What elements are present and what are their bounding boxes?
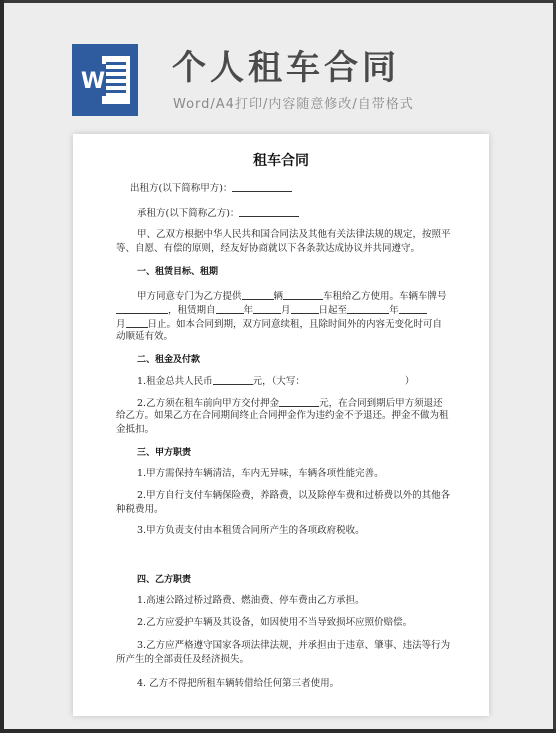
vehicle-count-blank	[242, 289, 274, 300]
word-icon-letter: W	[80, 69, 106, 94]
window-frame-top	[0, 0, 556, 3]
lessee-line	[137, 206, 299, 220]
lessor-blank	[232, 181, 292, 192]
deposit-line-1	[137, 396, 443, 410]
s1-text-b: 辆	[273, 291, 284, 302]
section-1-line-1	[137, 289, 447, 303]
lessor-duty-1: 1.甲方需保持车辆清洁，车内无异味，车辆各项性能完善。	[137, 468, 384, 479]
lessee-duty-4: 4. 乙方不得把所租车辆转借给任何第三者使用。	[137, 678, 340, 689]
window-frame-left	[0, 0, 4, 733]
lessor-duty-2-line-2: 种税费用。	[116, 504, 164, 515]
window-frame-bottom	[0, 729, 556, 733]
s1-text-c: 车租给乙方使用。车辆车牌号	[323, 291, 447, 302]
deposit-amount-blank	[279, 396, 319, 407]
lessee-duty-1: 1.高速公路过桥过路费、燃油费、停车费由乙方承担。	[137, 595, 365, 606]
rent-label: 1.租金总共人民币	[137, 376, 213, 387]
section-3-heading: 三、甲方职责	[137, 448, 192, 458]
plate-number-blank	[116, 303, 168, 314]
deposit-line-3: 金抵扣。	[116, 424, 155, 435]
s1-text-e: 年	[243, 305, 254, 316]
section-1-line-2	[116, 303, 427, 317]
lessee-blank	[239, 206, 299, 217]
lessor-line	[130, 181, 292, 195]
s1-text-d: ，租赁期自	[168, 305, 216, 316]
document-title: 租车合同	[253, 153, 309, 169]
lessee-duty-2: 2.乙方应爱护车辆及其设备，如因使用不当导致损坏应照价赔偿。	[137, 617, 413, 628]
s1-text-j: 日止。如本合同到期，双方同意续租，且除时间外的内容无变化时可自	[147, 319, 443, 330]
lessor-duty-2-line-1: 2.甲方自行支付车辆保险费，养路费，以及除停车费和过桥费以外的其他各	[137, 490, 451, 501]
rent-capital-label: 元，（大写：	[252, 376, 305, 387]
section-1-heading: 一、租赁目标、租期	[137, 267, 219, 277]
intro-line-1: 甲、乙双方根据中华人民共和国合同法及其他有关法律法规的规定，按照平	[137, 229, 451, 240]
s1-text-h: 年	[389, 305, 399, 316]
s1-text-a: 甲方同意专门为乙方提供	[137, 291, 242, 302]
start-day-blank	[291, 303, 319, 314]
start-year-blank	[216, 303, 244, 314]
deposit-text: 元，在合同到期后甲方须退还	[319, 398, 443, 409]
page-subtitle: Word/A4打印/内容随意修改/自带格式	[173, 97, 414, 112]
word-document-icon	[72, 44, 138, 116]
rent-close-paren: ）	[404, 376, 415, 387]
page-title: 个人租车合同	[172, 48, 400, 88]
lessor-duty-3: 3.甲方负责支付由本租赁合同所产生的各项政府税收。	[137, 525, 365, 536]
lessee-duty-3-line-2: 所产生的全部责任及经济损失。	[116, 654, 250, 665]
rent-total-line	[137, 374, 414, 388]
end-year-blank	[347, 303, 389, 314]
section-4-heading: 四、乙方职责	[137, 575, 192, 585]
lessee-label: 承租方(以下简称乙方)：	[137, 208, 240, 219]
s1-text-f: 月	[281, 305, 291, 316]
end-day-blank	[126, 317, 148, 328]
lessee-duty-3-line-1: 3.乙方应严格遵守国家各项法律法规，并承担由于违章、肇事、违法等行为	[137, 640, 451, 651]
s1-text-i: 月	[116, 319, 126, 330]
start-month-blank	[253, 303, 281, 314]
section-1-line-3	[116, 317, 442, 331]
deposit-line-2: 给乙方。如果乙方在合同期间终止合同押金作为违约金不予退还。押金不做为租	[116, 410, 449, 421]
vehicle-model-blank	[283, 289, 323, 300]
end-month-lead-blank	[399, 303, 427, 314]
rent-amount-blank	[213, 374, 253, 385]
section-1-line-4: 动顺延有效。	[116, 331, 174, 342]
s1-text-g: 日起至	[318, 305, 348, 316]
section-2-heading: 二、租金及付款	[137, 355, 201, 365]
intro-line-2: 等、自愿、有偿的原则，经友好协商就以下各条款达成协议并共同遵守。	[116, 243, 421, 254]
deposit-label: 2.乙方须在租车前向甲方交付押金	[137, 398, 280, 409]
document-page	[73, 134, 489, 716]
lessor-label: 出租方(以下简称甲方)：	[130, 183, 233, 194]
